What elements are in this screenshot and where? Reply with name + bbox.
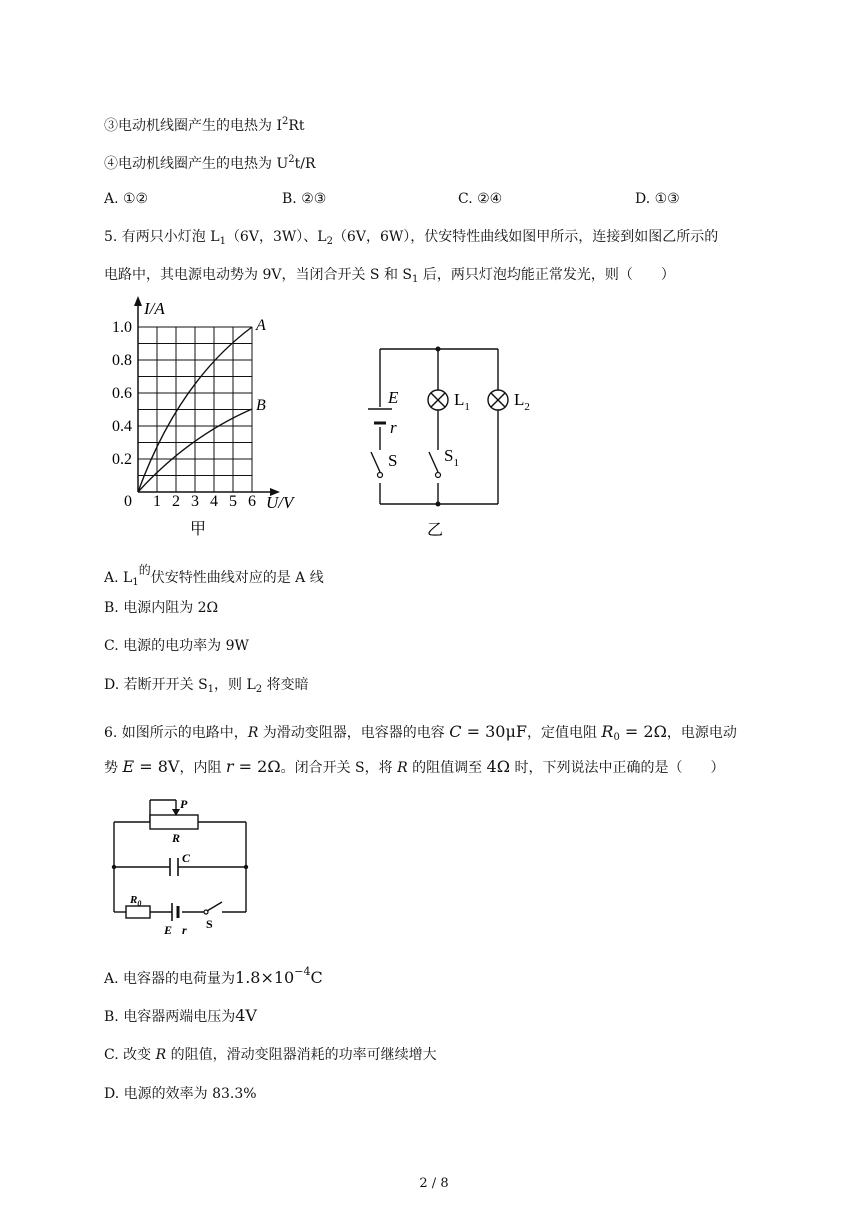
curve-a-label: A [256, 317, 266, 334]
q6-stem-line1: 6. 如图所示的电路中，R 为滑动变阻器，电容器的电容 C = 30μF，定值电阻 $R_0 = 2\Omega$，电源电动 [104, 722, 737, 743]
x-tick: 2 [172, 493, 180, 510]
y-tick: 0.8 [112, 352, 132, 369]
circuit-diagram-q5 [360, 335, 550, 545]
q5-stem-line2: 电路中，其电源电动势为 9V，当闭合开关 S 和 $S_1$ 后，两只灯泡均能正常发光，则（ ） [104, 267, 675, 285]
q5-option-b: B. 电源内阻为 2Ω [104, 600, 219, 616]
label-r: R [172, 831, 181, 845]
junction-dot [436, 347, 441, 352]
label-e: E [164, 923, 173, 937]
switch-s-blade [371, 452, 380, 472]
curve-b-label: B [256, 397, 266, 414]
statement-4: ④电动机线圈产生的电热为 $U^2t/R$ [104, 154, 316, 172]
origin-label: 0 [124, 493, 132, 510]
x-tick: 5 [229, 493, 237, 510]
junction-dot [244, 865, 248, 869]
graph-caption: 甲 [189, 521, 207, 538]
label-p: P [180, 797, 188, 811]
label-l1: $L_1$ [454, 390, 470, 413]
label-e: E [388, 388, 399, 407]
switch-blade [207, 902, 222, 911]
junction-dot [112, 865, 116, 869]
label-r0: $R_0$ [130, 894, 142, 908]
q4-option-d: D. ①③ [635, 191, 680, 207]
x-tick: 3 [191, 493, 199, 510]
graph-grid [138, 327, 252, 492]
x-tick: 6 [248, 493, 256, 510]
statement-3: ③电动机线圈产生的电热为 $I^2Rt$ [104, 116, 305, 134]
switch-s-contact [378, 473, 383, 478]
q6-option-a: A. 电容器的电荷量为$1.8\times 10^{-4}C$ [104, 965, 323, 987]
q4-option-a: A. ①② [104, 191, 149, 207]
y-tick: 0.2 [112, 451, 132, 468]
rheostat-r [150, 815, 198, 829]
circuit-diagram-q6 [104, 792, 264, 942]
circuit-caption: 乙 [426, 522, 444, 539]
y-tick: 0.4 [112, 418, 132, 435]
label-c: C [182, 851, 191, 865]
x-tick: 1 [153, 493, 161, 510]
q6-option-b: B. 电容器两端电压为4V [104, 1006, 257, 1025]
q5-option-c: C. 电源的电功率为 9W [104, 638, 249, 654]
label-r-internal: r [182, 923, 187, 937]
label-s: S [206, 917, 213, 931]
switch-s1-contact [436, 473, 441, 478]
lamp-l1-icon [428, 390, 448, 410]
junction-dot [436, 502, 441, 507]
q5-stem-line1: 5. 有两只小灯泡 $L_1(6V$，3W）、$L_2(6V$，6W），伏安特性曲线如图甲所示，连接到如图乙所示的 [104, 229, 719, 247]
iv-graph [98, 292, 318, 542]
q6-stem-line2: 势 E = 8V，内阻 r = 2Ω。闭合开关 S，将 R 的阻值调至 4Ω 时，下列说法中正确的是（ ） [104, 757, 725, 776]
q4-option-c: C. ②④ [458, 191, 503, 207]
y-axis-arrow [134, 296, 142, 306]
label-s: S [388, 451, 398, 470]
x-axis-label: U/V [266, 493, 294, 512]
label-r: r [390, 418, 397, 437]
lamp-l2-icon [488, 390, 508, 410]
x-tick: 4 [210, 493, 218, 510]
q4-option-b: B. ②③ [282, 191, 327, 207]
y-tick: 0.6 [112, 385, 132, 402]
y-tick: 1.0 [112, 319, 132, 336]
q6-option-c: C. 改变 R 的阻值，滑动变阻器消耗的功率可继续增大 [104, 1047, 437, 1063]
label-s1: $S_1$ [444, 446, 459, 469]
switch-s1-blade [429, 452, 438, 472]
q5-option-d: D. 若断开开关 $S_1$，则 $L_2$ 将变暗 [104, 677, 309, 695]
page-number: 2 / 8 [419, 1176, 449, 1191]
q6-option-d: D. 电源的效率为 83.3% [104, 1086, 257, 1102]
y-axis-label: I/A [144, 299, 165, 318]
label-l2: $L_2$ [514, 390, 530, 413]
q5-option-a: A. $L_1$的伏安特性曲线对应的是 A 线 [104, 563, 324, 588]
